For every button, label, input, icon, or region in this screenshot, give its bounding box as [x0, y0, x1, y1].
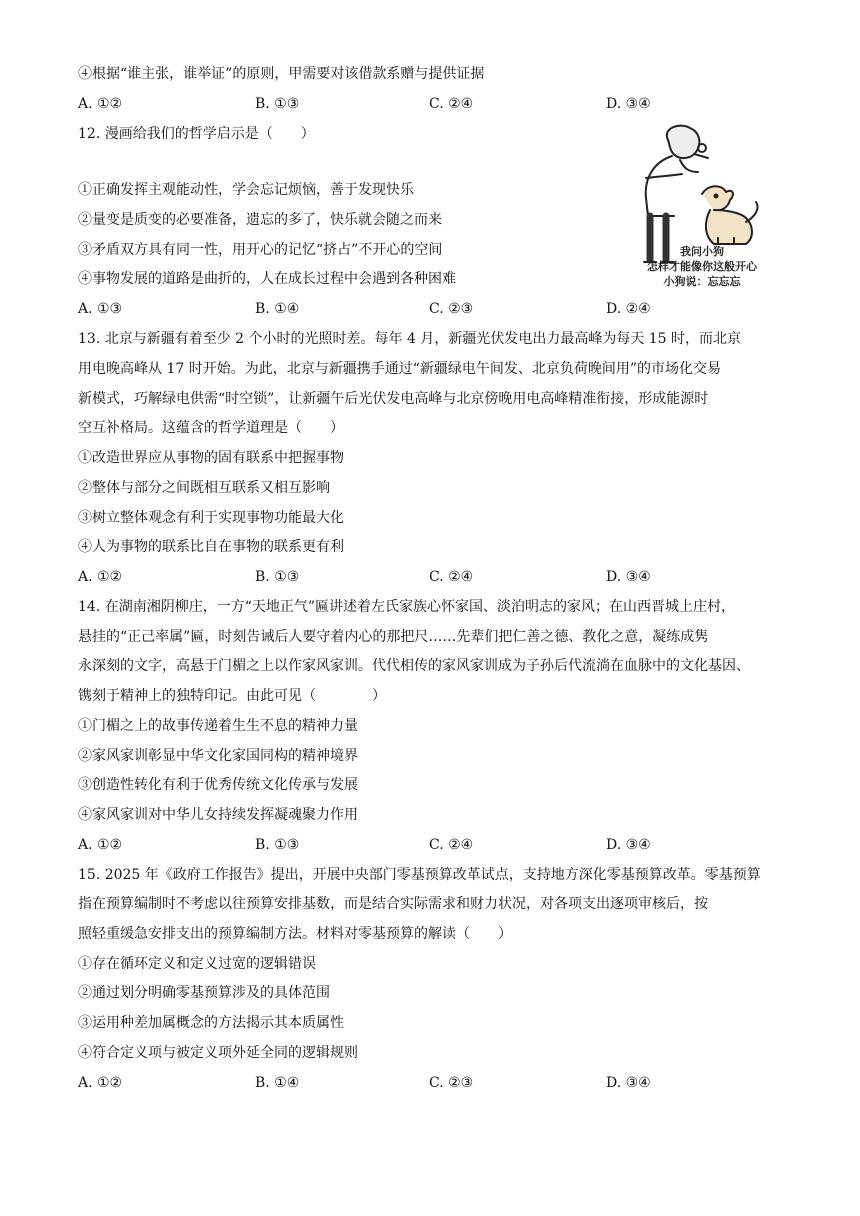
- q11-option-c: C. ②④: [429, 96, 474, 112]
- cartoon-caption-line-2: 怎样才能像你这般开心: [647, 260, 757, 273]
- q13-options: [78, 567, 798, 587]
- q13-option-a: A. ①②: [78, 569, 123, 585]
- cartoon-caption-line-1: 我问小狗: [680, 245, 724, 258]
- q15-statement-2: ②通过划分明确零基预算涉及的具体范围: [78, 985, 330, 1001]
- q11-statement-4: ④根据“谁主张，谁举证”的原则，甲需要对该借款系赠与提供证据: [78, 66, 485, 82]
- q12-cartoon-caption: [632, 244, 772, 289]
- q13-option-c: C. ②④: [429, 569, 474, 585]
- q14-statement-2: ②家风家训彰显中华文化家国同构的精神境界: [78, 748, 358, 764]
- q12-option-c: C. ②③: [429, 301, 474, 317]
- q15-stem-line-3: 照轻重缓急安排支出的预算编制方法。材料对零基预算的解读（ ）: [78, 926, 512, 942]
- q14-option-b: B. ①③: [255, 837, 300, 853]
- q14-options: [78, 835, 798, 855]
- q14-stem-line-4: 镌刻于精神上的独特印记。由此可见（ ）: [78, 688, 386, 704]
- q14-option-c: C. ②④: [429, 837, 474, 853]
- q15-option-b: B. ①④: [255, 1075, 300, 1091]
- q15-stem-line-1: 15. 2025 年《政府工作报告》提出，开展中央部门零基预算改革试点，支持地方深化零基预算改革。零基预算: [78, 867, 761, 883]
- q14-statement-3: ③创造性转化有利于优秀传统文化传承与发展: [78, 777, 358, 793]
- q11-option-a: A. ①②: [78, 96, 123, 112]
- q12-statement-3: ③矛盾双方具有同一性，用开心的记忆“挤占”不开心的空间: [78, 242, 443, 258]
- cartoon-caption-line-3: 小狗说：忘忘忘: [663, 275, 741, 288]
- q13-stem-line-1: 13. 北京与新疆有着至少 2 个小时的光照时差。每年 4 月，新疆光伏发电出力最高峰为每天 15 时，而北京: [78, 331, 742, 347]
- q14-statement-4: ④家风家训对中华儿女持续发挥凝魂聚力作用: [78, 807, 358, 823]
- q13-stem-line-2: 用电晚高峰从 17 时开始。为此，北京与新疆携手通过“新疆绿电午间发、北京负荷晚间用”的市场化交易: [78, 361, 722, 377]
- q11-option-b: B. ①③: [255, 96, 300, 112]
- q14-stem-line-3: 永深刻的文字，高悬于门楣之上以作家风家训。代代相传的家风家训成为子孙后代流淌在血脉中的文化基因、: [78, 658, 750, 674]
- q15-option-c: C. ②③: [429, 1075, 474, 1091]
- q14-stem-line-1: 14. 在湖南湘阴柳庄，一方“天地正气”匾讲述着左氏家族心怀家国、淡泊明志的家风；在山西晋城上庄村，: [78, 599, 736, 615]
- q14-stem-line-2: 悬挂的“正己率属”匾，时刻告诫后人要守着内心的那把尺……先辈们把仁善之德、教化之意，凝练成隽: [78, 629, 709, 645]
- q12-statement-4: ④事物发展的道路是曲折的，人在成长过程中会遇到各种困难: [78, 271, 456, 287]
- q14-statement-1: ①门楣之上的故事传递着生生不息的精神力量: [78, 718, 358, 734]
- q13-stem-line-4: 空互补格局。这蕴含的哲学道理是（ ）: [78, 420, 344, 436]
- q12-option-d: D. ②④: [606, 301, 651, 317]
- q14-option-d: D. ③④: [606, 837, 651, 853]
- q15-statement-1: ①存在循环定义和定义过宽的逻辑错误: [78, 956, 316, 972]
- q13-statement-4: ④人为事物的联系比自在事物的联系更有利: [78, 539, 344, 555]
- q15-options: [78, 1073, 798, 1093]
- q11-options: [78, 94, 798, 114]
- q13-statement-2: ②整体与部分之间既相互联系又相互影响: [78, 480, 330, 496]
- q12-stem: 12. 漫画给我们的哲学启示是（ ）: [78, 126, 315, 142]
- q13-statement-3: ③树立整体观念有利于实现事物功能最大化: [78, 510, 344, 526]
- q15-statement-4: ④符合定义项与被定义项外延全同的逻辑规则: [78, 1045, 358, 1061]
- q15-stem-line-2: 指在预算编制时不考虑以往预算安排基数，而是结合实际需求和财力状况，对各项支出逐项审核后，按: [78, 896, 708, 912]
- q13-stem-line-3: 新模式，巧解绿电供需“时空锁”，让新疆午后光伏发电高峰与北京傍晚用电高峰精准衔接，形成能源时: [78, 391, 709, 407]
- q11-option-d: D. ③④: [606, 96, 651, 112]
- q12-option-a: A. ①③: [78, 301, 123, 317]
- q14-option-a: A. ①②: [78, 837, 123, 853]
- q13-option-d: D. ③④: [606, 569, 651, 585]
- q13-option-b: B. ①③: [255, 569, 300, 585]
- q15-option-d: D. ③④: [606, 1075, 651, 1091]
- q15-statement-3: ③运用种差加属概念的方法揭示其本质属性: [78, 1015, 344, 1031]
- q15-option-a: A. ①②: [78, 1075, 123, 1091]
- q13-statement-1: ①改造世界应从事物的固有联系中把握事物: [78, 450, 344, 466]
- q12-statement-1: ①正确发挥主观能动性，学会忘记烦恼，善于发现快乐: [78, 182, 414, 198]
- q12-option-b: B. ①④: [255, 301, 300, 317]
- q12-statement-2: ②量变是质变的必要准备，遗忘的多了，快乐就会随之而来: [78, 212, 442, 228]
- q12-cartoon: [610, 118, 770, 303]
